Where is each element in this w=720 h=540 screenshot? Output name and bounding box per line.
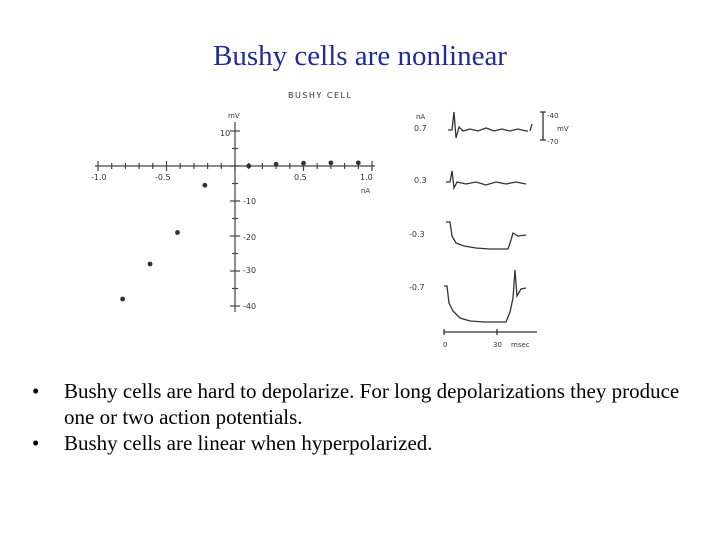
trace-neg-0-7 [444,270,526,322]
iv-x-tick-label: -1.0 [91,173,107,182]
bullet-item [30,430,690,456]
scale-bottom-label: -70 [547,138,559,146]
bullet-dot: • [32,379,40,403]
iv-x-tick-label: -0.5 [155,173,171,182]
bullet-text: Bushy cells are linear when hyperpolarized. [64,431,433,455]
iv-data-point [301,161,306,166]
time-scale-bar [444,329,537,335]
iv-data-point [202,183,207,188]
iv-x-unit: nA [361,187,371,195]
iv-data-point [356,160,361,165]
trace-current-unit: nA [416,113,426,121]
figure-heading: BUSHY CELL [288,91,353,100]
bullet-item [30,378,690,430]
trace-0-3 [446,171,526,188]
iv-data-point [246,164,251,169]
iv-y-tick-label: -30 [243,266,257,275]
bullet-text: Bushy cells are hard to depolarize. For long depolarizations they produce one or two action potentials. [64,379,680,429]
voltage-traces [444,112,546,335]
scale-unit-label: mV [557,125,569,133]
iv-y-tick-label: -10 [243,197,257,206]
bullet-list [30,378,690,456]
iv-y-tick-label: -20 [243,233,257,242]
iv-data-point [329,160,334,165]
scale-top-label: -40 [547,112,559,120]
iv-x-tick-label: 0.5 [294,173,307,182]
iv-y-unit: mV [228,112,240,120]
time-start-label: 0 [443,341,448,349]
trace-neg-0-3 [446,222,526,249]
iv-x-tick-label: 1.0 [360,173,373,182]
slide-title: Bushy cells are nonlinear [213,40,507,72]
trace-label-0-7: 0.7 [414,124,427,133]
time-unit-label: msec [511,341,530,349]
voltage-scale-bar [540,112,546,140]
iv-data-point [148,262,153,267]
trace-label-neg-0-7: -0.7 [409,283,425,292]
iv-y-tick-label: -40 [243,302,257,311]
trace-label-neg-0-3: -0.3 [409,230,425,239]
trace-label-0-3: 0.3 [414,176,427,185]
iv-data-point [175,230,180,235]
iv-y-tick-label: 10 [220,129,231,138]
time-end-label: 30 [493,341,502,349]
iv-data-point [120,297,125,302]
iv-plot [95,122,375,312]
bullet-dot: • [32,431,40,455]
iv-data-point [274,162,279,167]
trace-0-7 [448,112,532,138]
